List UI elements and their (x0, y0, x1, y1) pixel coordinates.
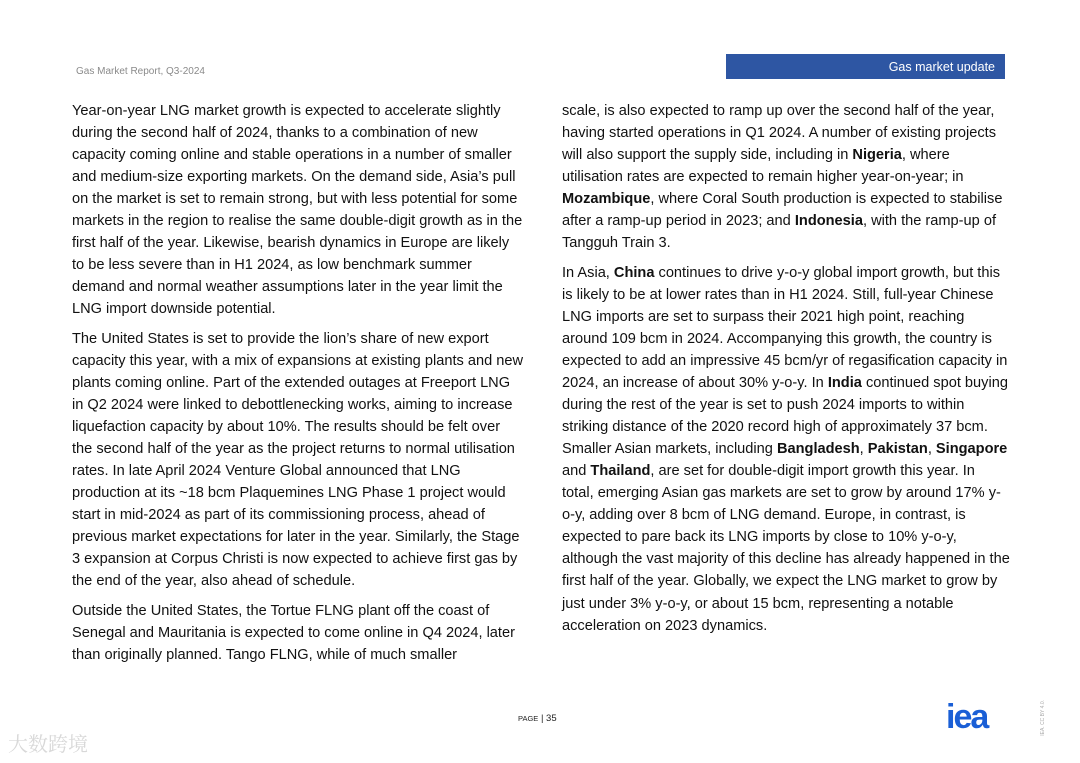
text-run: , where Coral South production is expected to stabilise after a ramp-up period in 2023; and (562, 191, 1003, 230)
paragraph (72, 328, 524, 593)
iea-logo: iea (946, 698, 988, 736)
left-column (72, 100, 524, 674)
text-run: , are set for double-digit import growth this year. In total, emerging Asian gas markets are set to grow by around 17% y-o-y, adding over 8 bcm of LNG demand. Europe, in contrast, is expected to pare back its LNG imports by close to 10% y-o-y, although the vast majority of this decline has already happened in the first half of the year. Globally, we expect the LNG market to grow by just under 3% y-o-y, or about 15 bcm, representing a notable acceleration on 2023 dynamics. (562, 463, 1010, 634)
bold-text: Singapore (935, 441, 1008, 458)
text-run: , with the ramp-up of Tangguh Train 3. (562, 213, 996, 252)
text-run: Outside the United States, the Tortue FLNG plant off the coast of Senegal and Mauritania is expected to come online in Q4 2024, later than originally planned. Tango FLNG, while of much smaller (72, 603, 515, 664)
bold-text: Pakistan (867, 441, 928, 458)
license-text: IEA. CC BY 4.0. (1040, 700, 1046, 736)
bold-text: Bangladesh (776, 441, 860, 458)
text-run: , (927, 441, 936, 458)
text-run: continued spot buying during the rest of the year is set to push 2024 imports to within striking distance of the 2020 record high of approximately 37 bcm. Smaller Asian markets, including (562, 375, 1008, 458)
report-title: Gas Market Report, Q3-2024 (76, 66, 205, 77)
page-number (518, 713, 557, 724)
bold-text: Mozambique (562, 191, 651, 208)
watermark: 大数跨境 (8, 734, 88, 756)
text-run: and (562, 463, 591, 480)
bold-text: India (827, 375, 862, 392)
text-run: The United States is set to provide the lion’s share of new export capacity this year, with a mix of expansions at existing plants and new plants coming online. Part of the extended outages at Freeport LNG in Q2 2024 were linked to debottlenecking works, aiming to increase liquefaction capacity by about 10%. The results should be felt over the second half of the year as the project returns to normal utilisation rates. In late April 2024 Venture Global announced that LNG production at its ~18 bcm Plaquemines LNG Phase 1 project would start in mid-2024 as part of its commissioning process, ahead of previous market expectations for later in the year. Similarly, the Stage 3 expansion at Corpus Christi is now expected to achieve first gas by the end of the year, also ahead of schedule. (72, 330, 524, 590)
page-number-value: | 35 (540, 713, 557, 724)
bold-text: China (613, 264, 655, 281)
right-column (562, 100, 1010, 644)
bold-text: Nigeria (852, 147, 902, 164)
paragraph (72, 600, 524, 666)
section-label: Gas market update (726, 54, 1005, 79)
paragraph (72, 100, 524, 320)
text-run: , (859, 441, 868, 458)
text-run: continues to drive y-o-y global import growth, but this is likely to be at lower rates than in H1 2024. Still, full-year Chinese LNG imports are set to surpass their 2021 high point, reaching around 109 bcm in 2024. Accompanying this growth, the country is expected to add an impressive 45 bcm/yr of regasification capacity in 2024, an increase of about 30% y-o-y. In (562, 264, 1008, 392)
text-run: , where utilisation rates are expected to remain higher year-on-year; in (562, 147, 964, 186)
text-run: In Asia, (562, 264, 614, 281)
paragraph (562, 262, 1010, 637)
bold-text: Indonesia (794, 213, 863, 230)
bold-text: Thailand (590, 463, 651, 480)
paragraph (562, 100, 1010, 254)
text-run: Year-on-year LNG market growth is expected to accelerate slightly during the second half of 2024, thanks to a combination of new capacity coming online and stable operations in a number of smaller and medium-size exporting markets. On the demand side, Asia’s pull on the market is set to remain strong, but with less potential for some markets in the region to realise the same double-digit growth as in the first half of the year. Likewise, bearish dynamics in Europe are likely to be less severe than in H1 2024, as low benchmark summer demand and normal weather assumptions later in the year limit the LNG import downside potential. (72, 103, 523, 318)
text-run: scale, is also expected to ramp up over the second half of the year, having started operations in Q1 2024. A number of existing projects will also support the supply side, including in (562, 103, 997, 164)
page-label: PAGE (518, 714, 539, 723)
